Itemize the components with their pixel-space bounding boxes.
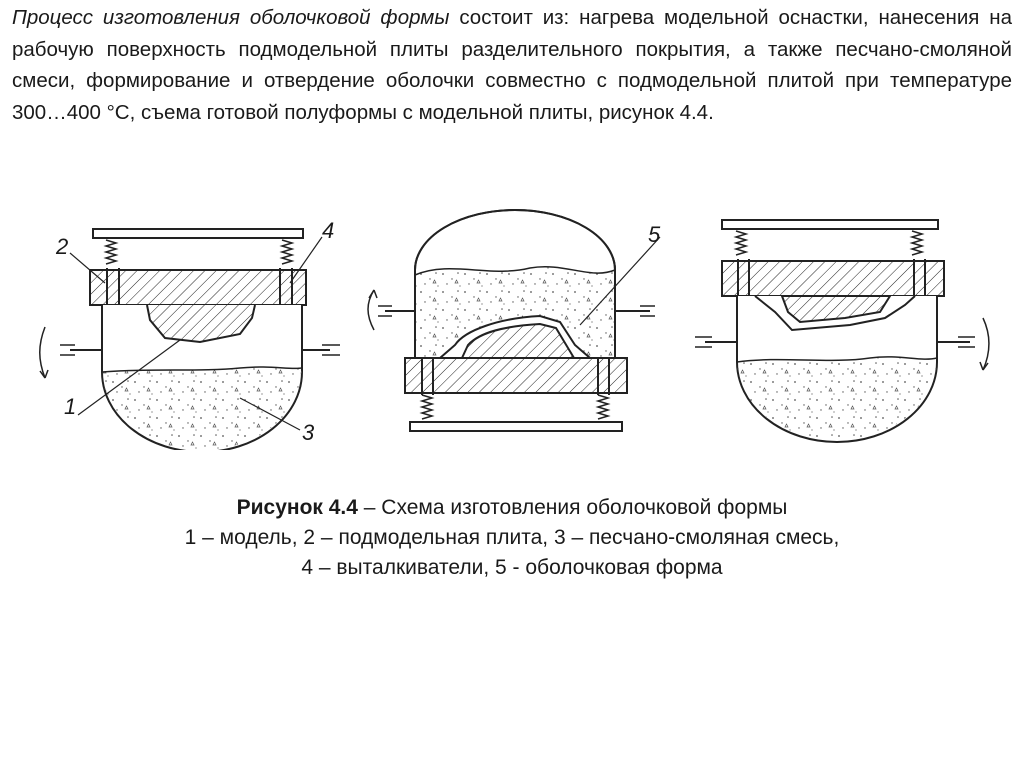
rotation-arrow-icon	[40, 327, 45, 378]
label-3: 3	[302, 420, 315, 445]
spring-icon	[422, 395, 432, 419]
caption-figure-number: Рисунок 4.4	[236, 496, 358, 519]
caption-title	[0, 493, 1024, 523]
spring-icon	[598, 395, 608, 419]
middle-assembly	[368, 210, 660, 431]
description-paragraph	[12, 2, 1012, 128]
rotation-arrow-icon	[983, 318, 989, 370]
paragraph-text: состоит из: нагрева модельной оснастки, нанесения на рабочую поверхность подмодельной плиты разделительного покрытия, а также песчано-смоляной смеси, формирование и отвердение оболочки совместно с подмодельной плитой при температуре 300…400 °С, съема готовой полуформы с модельной плиты, рисунок 4.4.	[12, 6, 1012, 124]
left-assembly	[40, 229, 340, 450]
spring-icon	[106, 240, 116, 264]
label-1: 1	[64, 394, 77, 419]
paragraph-italic-lead: Процесс изготовления оболочковой формы	[12, 6, 450, 29]
caption-legend-line-1: 1 – модель, 2 – подмодельная плита, 3 – песчано-смоляная смесь,	[184, 526, 840, 549]
label-2: 2	[56, 234, 69, 259]
spring-icon	[282, 240, 292, 264]
spring-icon	[912, 231, 922, 255]
shell-mold-diagram	[0, 200, 1024, 450]
right-assembly	[695, 220, 989, 442]
spring-icon	[736, 231, 746, 255]
label-4: 4	[322, 218, 335, 243]
caption-title-text: – Схема изготовления оболочковой формы	[357, 496, 788, 519]
label-5: 5	[648, 222, 661, 247]
figure-caption	[0, 493, 1024, 583]
caption-legend-line-2: 4 – выталкиватели, 5 - оболочковая форма	[301, 556, 723, 579]
